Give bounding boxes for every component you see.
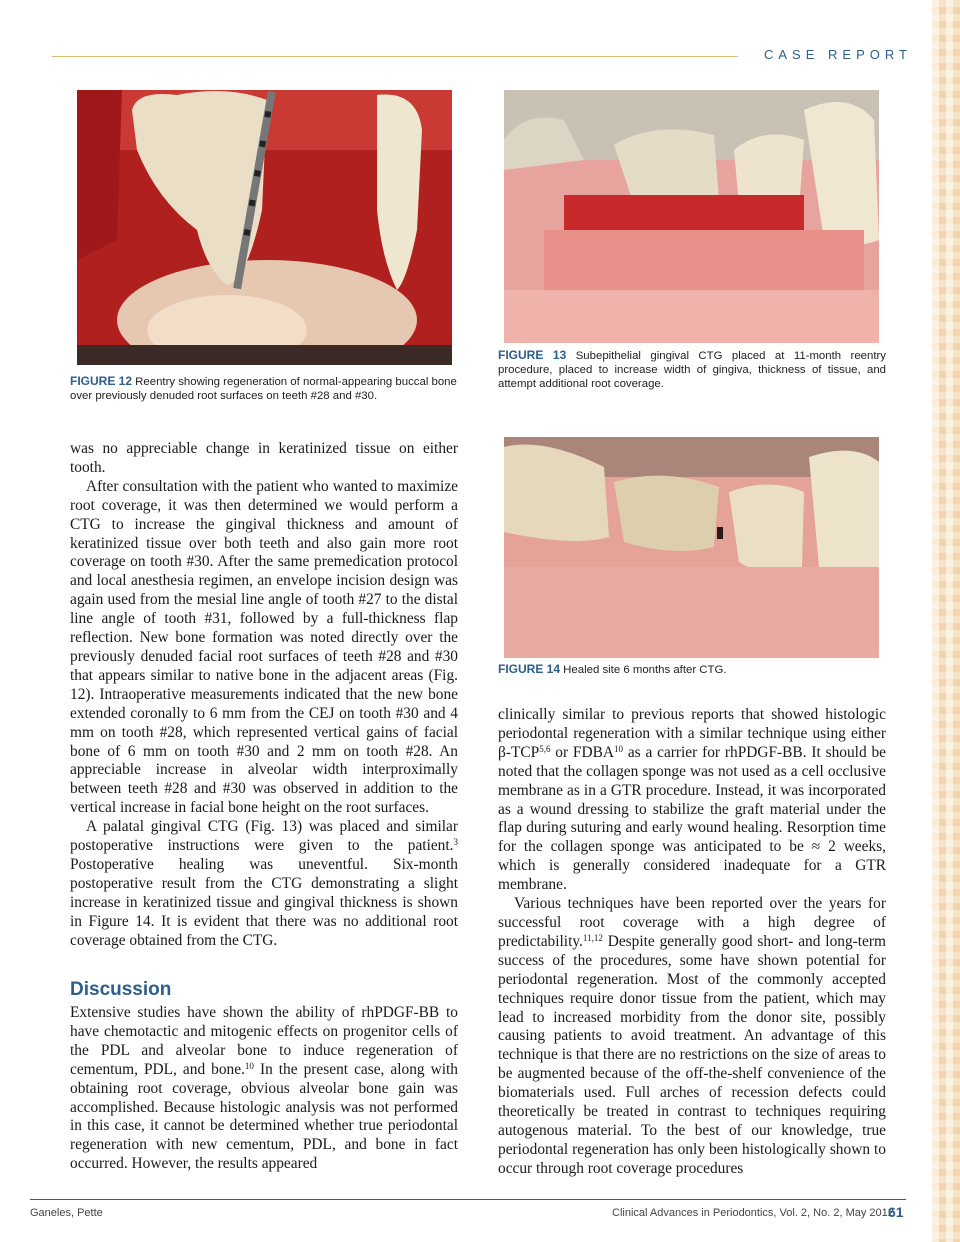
- citation: 10: [244, 1060, 254, 1071]
- paragraph: After consultation with the patient who wanted to maximize root coverage, it was then determined we would perform a CTG to increase the gingival thickness and amount of keratinized tissue over both teeth and also gain more root coverage on tooth #30. After the same premedication protocol and local anesthesia regimen, an envelope incision design was again used from the mesial line angle of tooth #27 to the distal line angle of tooth #31, followed by a full-thickness flap reflection. New bone formation was noted directly over the previously denuded facial root surfaces of teeth #28 and #30 that appears similar to native bone in the adjacent areas (Fig. 12). Intraoperative measurements indicated that the new bone extended coronally to 6 mm from the CEJ on tooth #30 and 4 mm on tooth #28, which represented vertical gains of facial bone of 6 mm on tooth #30 and 2 mm on tooth #28. An appreciable increase in alveolar width interproximally between teeth #28 and #30 was observed in addition to the vertical increase in facial bone height on the root surfaces.: [70, 477, 458, 817]
- right-column-body: [498, 706, 886, 1179]
- text-run: In the present case, along with obtaining root coverage, obvious alveolar bone gain was accomplished. Because histologic analysis was not performed in this case, it cannot be determined whether true periodontal regeneration with new cementum, PDL, and bone in fact occurred. However, the results appeared: [70, 1060, 458, 1173]
- header-rule: [52, 56, 738, 57]
- footer-authors: Ganeles, Pette: [30, 1207, 103, 1219]
- figure-14-label: FIGURE 14: [498, 662, 561, 676]
- discussion-body: [70, 1004, 458, 1174]
- figure-13-label: FIGURE 13: [498, 348, 567, 362]
- text-run: A palatal gingival CTG (Fig. 13) was placed and similar postoperative instructions were given to the patient.: [70, 818, 458, 855]
- footer-rule: [30, 1199, 906, 1200]
- figure-12-caption: [70, 374, 460, 403]
- citation: 10: [613, 743, 623, 754]
- figure-12-caption-text: Reentry showing regeneration of normal-appearing buccal bone over previously denuded root surfaces on teeth #28 and #30.: [70, 376, 457, 402]
- figure-14-caption: [498, 662, 886, 677]
- citation: 3: [453, 837, 458, 848]
- left-column-body: [70, 440, 458, 950]
- figure-13-caption: [498, 348, 886, 391]
- figure-13-photo: [504, 90, 879, 343]
- text-run: Postoperative healing was uneventful. Six-month postoperative result from the CTG demonstrating a slight increase in keratinized tissue and gingival thickness is shown in Figure 14. It is evident that there was no additional root coverage obtained from the CTG.: [70, 855, 458, 949]
- paragraph: [498, 706, 886, 895]
- figure-14-caption-text: Healed site 6 months after CTG.: [560, 664, 727, 676]
- text-run: Various techniques have been reported over the years for successful root coverage with a high degree of predictability.: [498, 895, 886, 950]
- text-run: as a carrier for rhPDGF-BB. It should be noted that the collagen sponge was not used as a cell occlusive membrane as in a GTR procedure. Instead, it was incorporated as a wound dressing to stabilize the graft material under the flap during suturing and early wound healing. Resorption time for the collagen sponge was anticipated to be ≈ 2 weeks, which is generally considered inadequate for a GTR membrane.: [498, 743, 887, 894]
- footer-journal: Clinical Advances in Periodontics, Vol. 2, No. 2, May 2012: [612, 1207, 894, 1219]
- paragraph: [70, 818, 458, 950]
- discussion-heading: Discussion: [70, 979, 172, 1000]
- paragraph: was no appreciable change in keratinized tissue on either tooth.: [70, 440, 458, 476]
- page-number: 61: [888, 1204, 904, 1220]
- figure-12-photo: [77, 90, 452, 365]
- decorative-side-strip: [932, 0, 960, 1242]
- citation: 11,12: [582, 932, 603, 943]
- citation: 5,6: [539, 743, 551, 754]
- figure-13-caption-text: Subepithelial gingival CTG placed at 11-month reentry procedure, placed to increase width of gingiva, thickness of tissue, and attempt additional root coverage.: [498, 350, 886, 390]
- paragraph: [498, 895, 886, 1179]
- figure-12-label: FIGURE 12: [70, 374, 133, 388]
- section-label: CASE REPORT: [764, 47, 912, 62]
- text-run: Extensive studies have shown the ability of rhPDGF-BB to have chemotactic and mitogenic effects on progenitor cells of the PDL and alveolar bone to induce regeneration of cementum, PDL, and bone.: [70, 1004, 458, 1078]
- paragraph: [70, 1004, 458, 1174]
- text-run: clinically similar to previous reports that showed histologic periodontal regeneration with a similar technique using either β-TCP: [498, 706, 886, 761]
- text-run: or FDBA: [550, 743, 614, 761]
- text-run: Despite generally good short- and long-term success of the procedures, some have shown potential for periodontal regeneration. Most of the commonly accepted techniques require donor tissue from the patient, which may lead to increased morbidity from the donor site, possibly causing patients to avoid treatment. An advantage of this technique is that there are no restrictions on the size of areas to be augmented because of the off-the-shelf convenience of the biomaterials used. Full arches of recession defects could theoretically be treated in contrast to techniques requiring autogenous material. To the best of our knowledge, true periodontal regeneration has only been histologically shown to occur through root coverage procedures: [498, 932, 886, 1177]
- figure-14-photo: [504, 437, 879, 658]
